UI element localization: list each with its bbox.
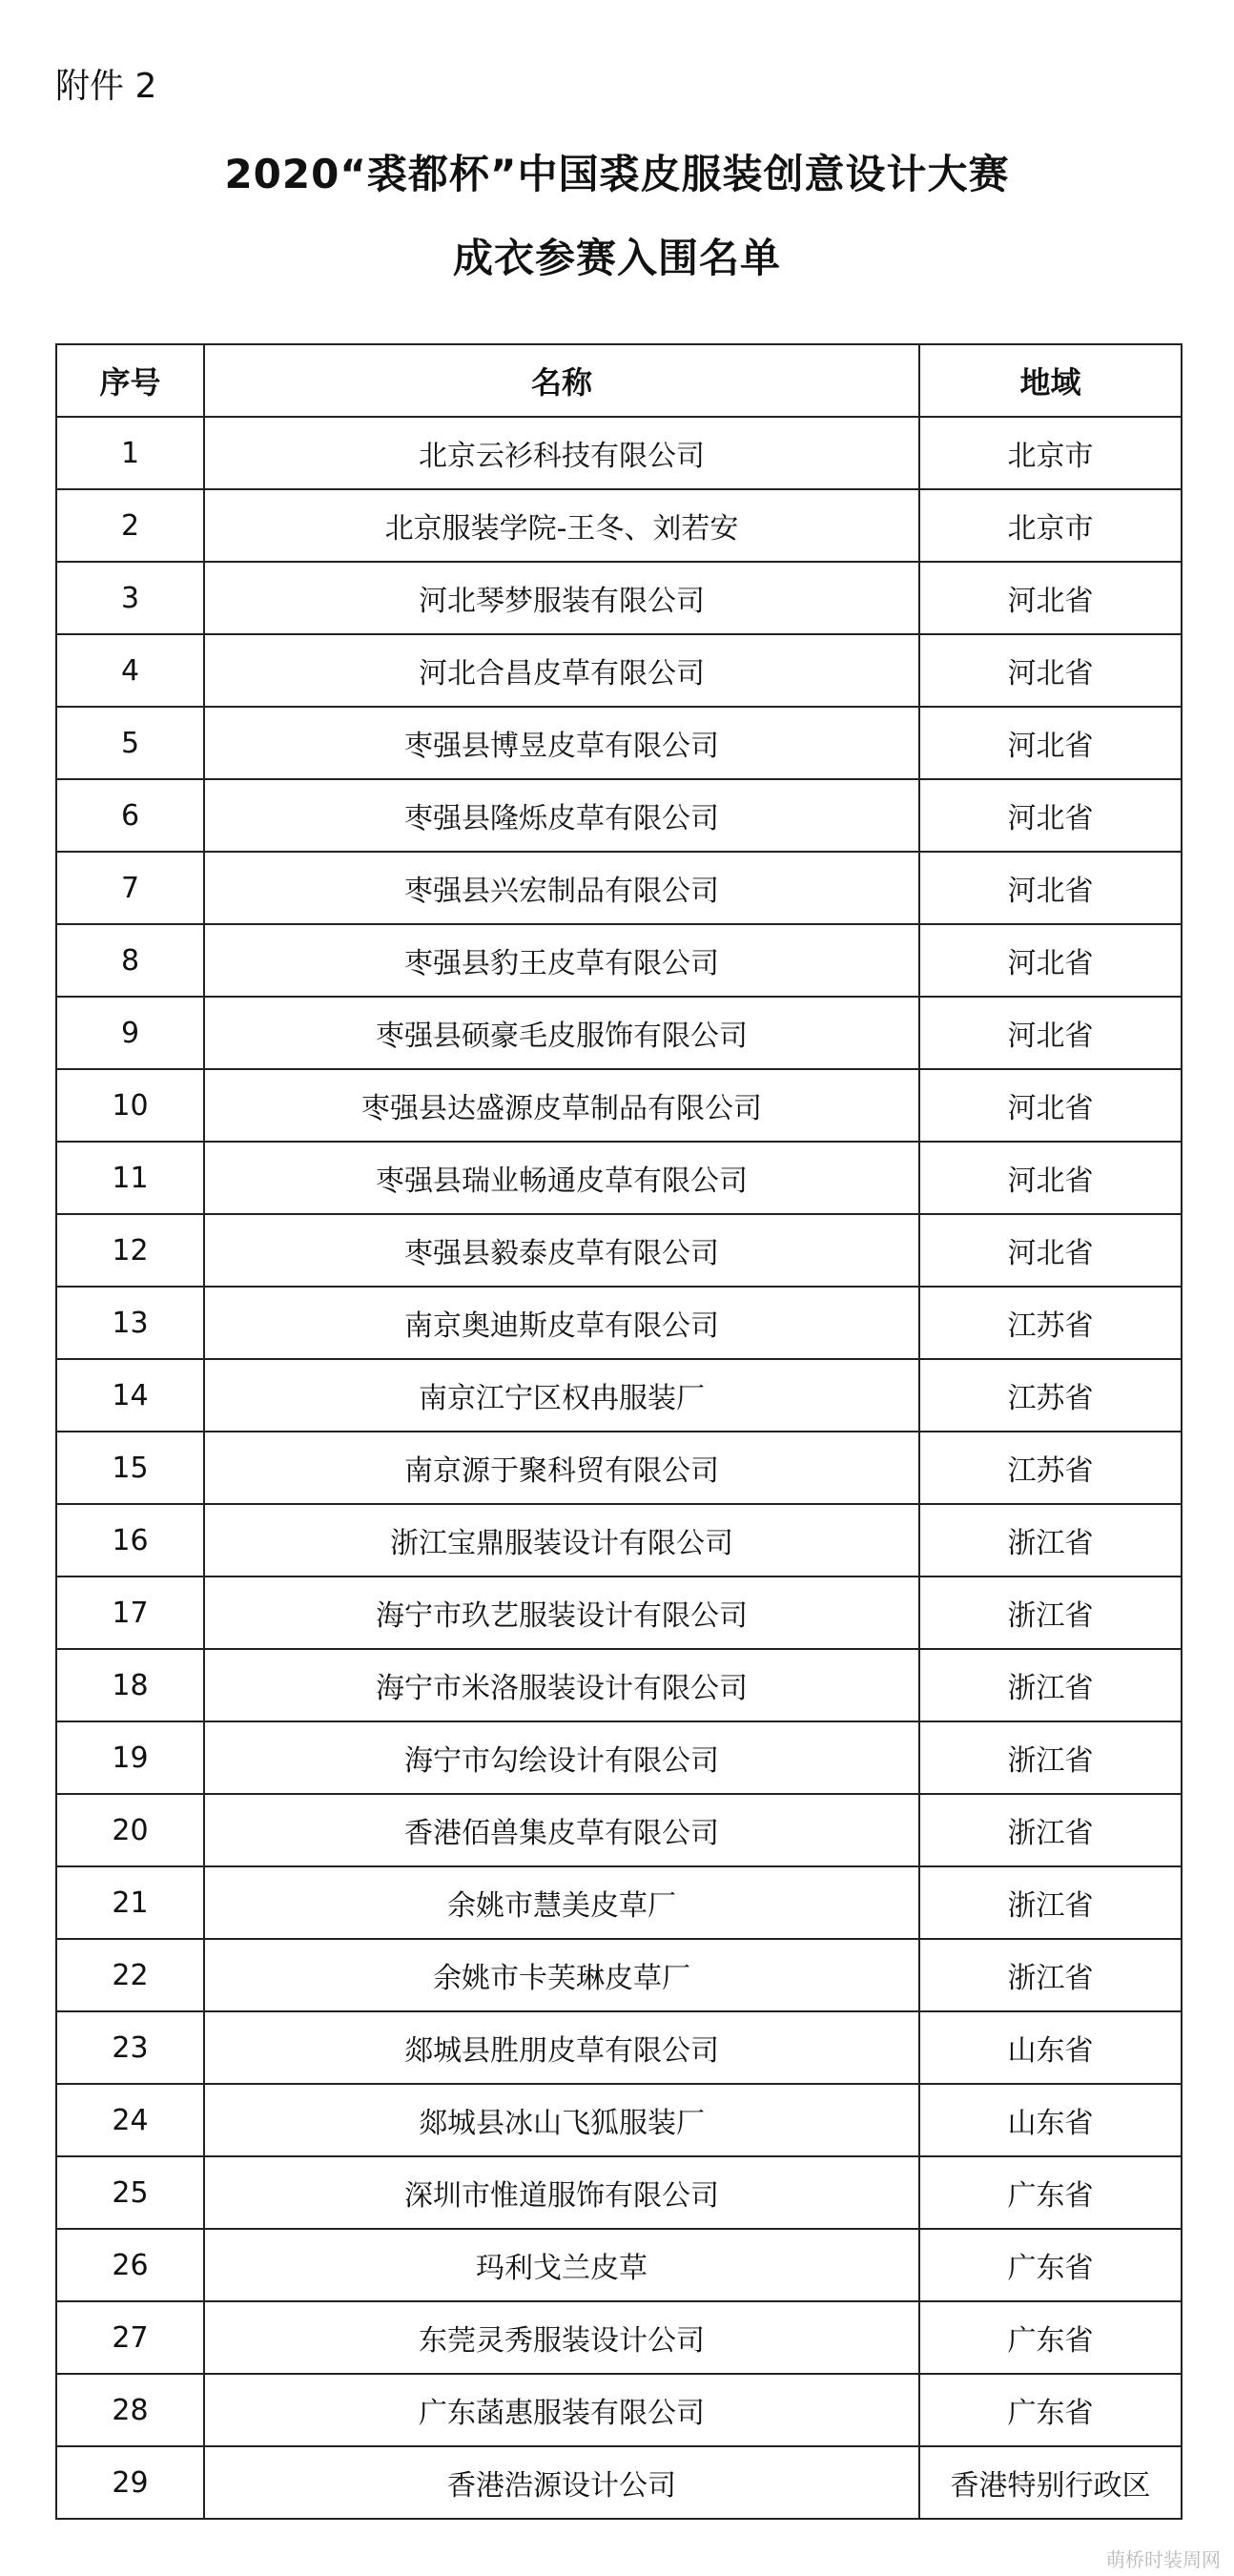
table-row: [56, 2446, 1182, 2519]
table-row: [56, 1287, 1182, 1359]
table-row: [56, 1504, 1182, 1577]
cell-name: 深圳市惟道服饰有限公司: [204, 2156, 919, 2229]
cell-region: 浙江省: [919, 1866, 1182, 1939]
cell-name: 枣强县硕豪毛皮服饰有限公司: [204, 997, 919, 1069]
cell-region: 江苏省: [919, 1359, 1182, 1432]
cell-number: 4: [56, 634, 204, 707]
cell-region: 广东省: [919, 2156, 1182, 2229]
watermark: 萌桥时装周网: [1106, 2548, 1221, 2571]
table-row: [56, 1432, 1182, 1504]
table-row: [56, 2229, 1182, 2301]
attachment-label: 附件 2: [55, 67, 157, 106]
cell-region: 河北省: [919, 562, 1182, 634]
table-row: [56, 1939, 1182, 2011]
cell-region: 河北省: [919, 634, 1182, 707]
cell-name: 枣强县瑞业畅通皮草有限公司: [204, 1142, 919, 1214]
table-row: [56, 1721, 1182, 1794]
cell-region: 香港特别行政区: [919, 2446, 1182, 2519]
cell-region: 浙江省: [919, 1939, 1182, 2011]
cell-number: 5: [56, 707, 204, 779]
cell-number: 11: [56, 1142, 204, 1214]
cell-region: 河北省: [919, 1069, 1182, 1142]
cell-number: 14: [56, 1359, 204, 1432]
table-row: [56, 1577, 1182, 1649]
cell-number: 27: [56, 2301, 204, 2374]
cell-number: 16: [56, 1504, 204, 1577]
cell-name: 河北琴梦服装有限公司: [204, 562, 919, 634]
table-row: [56, 1649, 1182, 1721]
cell-name: 南京奥迪斯皮草有限公司: [204, 1287, 919, 1359]
cell-number: 1: [56, 417, 204, 489]
cell-number: 21: [56, 1866, 204, 1939]
table-row: [56, 2084, 1182, 2156]
cell-number: 12: [56, 1214, 204, 1287]
cell-name: 枣强县隆烁皮草有限公司: [204, 779, 919, 852]
cell-number: 20: [56, 1794, 204, 1866]
document-subtitle: 成衣参赛入围名单: [452, 235, 781, 281]
cell-number: 29: [56, 2446, 204, 2519]
cell-region: 浙江省: [919, 1504, 1182, 1577]
cell-name: 枣强县达盛源皮草制品有限公司: [204, 1069, 919, 1142]
table-row: [56, 2156, 1182, 2229]
cell-number: 15: [56, 1432, 204, 1504]
table-row: [56, 779, 1182, 852]
cell-region: 河北省: [919, 1142, 1182, 1214]
cell-number: 25: [56, 2156, 204, 2229]
cell-region: 浙江省: [919, 1649, 1182, 1721]
cell-number: 2: [56, 489, 204, 562]
cell-number: 28: [56, 2374, 204, 2446]
cell-name: 南京源于聚科贸有限公司: [204, 1432, 919, 1504]
cell-region: 北京市: [919, 489, 1182, 562]
table-row: [56, 2374, 1182, 2446]
cell-name: 香港浩源设计公司: [204, 2446, 919, 2519]
cell-name: 广东菡惠服装有限公司: [204, 2374, 919, 2446]
cell-number: 18: [56, 1649, 204, 1721]
cell-region: 广东省: [919, 2229, 1182, 2301]
table-row: [56, 852, 1182, 924]
cell-name: 东莞灵秀服装设计公司: [204, 2301, 919, 2374]
cell-number: 17: [56, 1577, 204, 1649]
table-row: [56, 489, 1182, 562]
cell-region: 河北省: [919, 997, 1182, 1069]
cell-name: 香港佰兽集皮草有限公司: [204, 1794, 919, 1866]
header-region: 地域: [919, 344, 1182, 417]
cell-region: 河北省: [919, 1214, 1182, 1287]
finalist-table: [55, 343, 1183, 2520]
cell-name: 余姚市卡芙琳皮草厂: [204, 1939, 919, 2011]
table-row: [56, 997, 1182, 1069]
header-name: 名称: [204, 344, 919, 417]
cell-region: 江苏省: [919, 1432, 1182, 1504]
cell-region: 河北省: [919, 707, 1182, 779]
cell-name: 海宁市玖艺服装设计有限公司: [204, 1577, 919, 1649]
table-row: [56, 1359, 1182, 1432]
cell-region: 河北省: [919, 779, 1182, 852]
cell-number: 23: [56, 2011, 204, 2084]
cell-number: 19: [56, 1721, 204, 1794]
table-row: [56, 1214, 1182, 1287]
table-row: [56, 2011, 1182, 2084]
cell-region: 广东省: [919, 2301, 1182, 2374]
cell-number: 26: [56, 2229, 204, 2301]
cell-region: 浙江省: [919, 1794, 1182, 1866]
cell-name: 枣强县博昱皮草有限公司: [204, 707, 919, 779]
table-header-row: [56, 344, 1182, 417]
cell-number: 8: [56, 924, 204, 997]
cell-number: 3: [56, 562, 204, 634]
cell-name: 郯城县胜朋皮草有限公司: [204, 2011, 919, 2084]
cell-region: 浙江省: [919, 1577, 1182, 1649]
cell-region: 河北省: [919, 852, 1182, 924]
cell-name: 枣强县豹王皮草有限公司: [204, 924, 919, 997]
table-row: [56, 707, 1182, 779]
cell-name: 郯城县冰山飞狐服装厂: [204, 2084, 919, 2156]
table-row: [56, 1866, 1182, 1939]
cell-number: 13: [56, 1287, 204, 1359]
table-row: [56, 562, 1182, 634]
cell-name: 浙江宝鼎服装设计有限公司: [204, 1504, 919, 1577]
header-number: 序号: [56, 344, 204, 417]
table-row: [56, 924, 1182, 997]
cell-number: 10: [56, 1069, 204, 1142]
cell-name: 河北合昌皮草有限公司: [204, 634, 919, 707]
table-row: [56, 634, 1182, 707]
cell-name: 北京服装学院-王冬、刘若安: [204, 489, 919, 562]
cell-number: 7: [56, 852, 204, 924]
cell-name: 枣强县兴宏制品有限公司: [204, 852, 919, 924]
cell-region: 广东省: [919, 2374, 1182, 2446]
cell-region: 山东省: [919, 2011, 1182, 2084]
cell-name: 海宁市米洛服装设计有限公司: [204, 1649, 919, 1721]
cell-name: 海宁市勾绘设计有限公司: [204, 1721, 919, 1794]
cell-number: 24: [56, 2084, 204, 2156]
cell-name: 南京江宁区权冉服装厂: [204, 1359, 919, 1432]
cell-name: 北京云衫科技有限公司: [204, 417, 919, 489]
table-row: [56, 2301, 1182, 2374]
cell-name: 玛利戈兰皮草: [204, 2229, 919, 2301]
cell-number: 6: [56, 779, 204, 852]
table-row: [56, 1069, 1182, 1142]
cell-region: 浙江省: [919, 1721, 1182, 1794]
table-row: [56, 1794, 1182, 1866]
cell-region: 河北省: [919, 924, 1182, 997]
cell-region: 山东省: [919, 2084, 1182, 2156]
table-row: [56, 417, 1182, 489]
cell-region: 江苏省: [919, 1287, 1182, 1359]
cell-name: 枣强县毅泰皮草有限公司: [204, 1214, 919, 1287]
table-row: [56, 1142, 1182, 1214]
cell-name: 余姚市慧美皮草厂: [204, 1866, 919, 1939]
cell-region: 北京市: [919, 417, 1182, 489]
cell-number: 9: [56, 997, 204, 1069]
document-title: 2020“裘都杯”中国裘皮服装创意设计大赛: [224, 151, 1010, 197]
cell-number: 22: [56, 1939, 204, 2011]
